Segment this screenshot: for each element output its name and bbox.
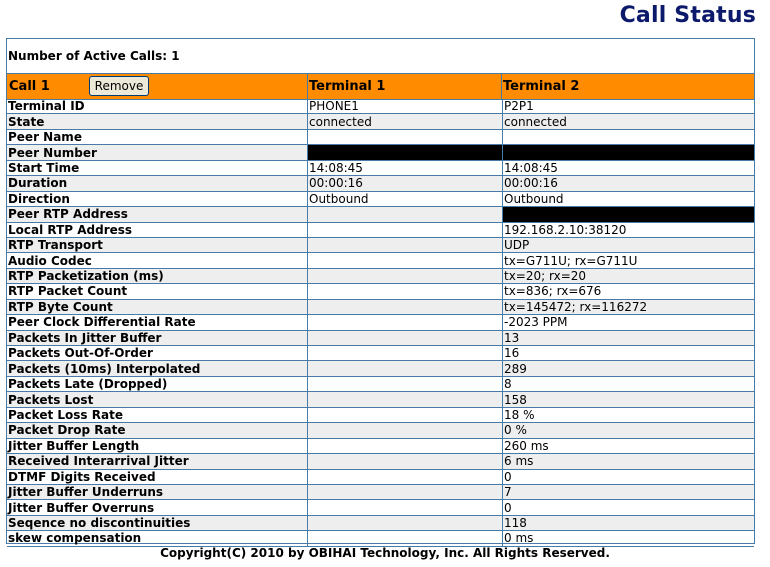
terminal2-value: 0 — [503, 469, 755, 484]
row-label: Start Time — [7, 160, 308, 175]
table-row — [7, 114, 754, 129]
terminal1-value: Outbound — [308, 191, 503, 206]
terminal2-value: tx=G711U; rx=G711U — [503, 253, 755, 268]
terminal1-value — [308, 392, 503, 407]
table-row — [7, 469, 754, 484]
row-label: RTP Byte Count — [7, 299, 308, 314]
terminal2-value — [503, 129, 755, 144]
row-label: Packet Loss Rate — [7, 407, 308, 422]
terminal2-value: tx=145472; rx=116272 — [503, 299, 755, 314]
table-row — [7, 99, 754, 114]
terminal2-value: tx=20; rx=20 — [503, 268, 755, 283]
table-row — [7, 268, 754, 283]
terminal2-value: 158 — [503, 392, 755, 407]
table-row — [7, 423, 754, 438]
terminal2-value: 8 — [503, 376, 755, 391]
table-row — [7, 515, 754, 530]
redacted-value — [503, 145, 755, 160]
terminal1-value — [308, 237, 503, 252]
terminal2-value: 0 % — [503, 423, 755, 438]
terminal2-value: UDP — [503, 237, 755, 252]
terminal2-value: 18 % — [503, 407, 755, 422]
terminal1-value: 14:08:45 — [308, 160, 503, 175]
table-row — [7, 361, 754, 376]
remove-call-button[interactable]: Remove — [89, 76, 149, 96]
table-row — [7, 531, 754, 546]
terminal2-value: 0 — [503, 500, 755, 515]
call-header-row — [7, 73, 754, 100]
terminal1-value — [308, 222, 503, 237]
row-label: Peer RTP Address — [7, 207, 308, 222]
row-label: Packets Lost — [7, 392, 308, 407]
terminal2-value: 13 — [503, 330, 755, 345]
terminal1-value — [308, 423, 503, 438]
row-label: Direction — [7, 191, 308, 206]
terminal2-value: 16 — [503, 346, 755, 361]
terminal2-value: tx=836; rx=676 — [503, 284, 755, 299]
terminal1-value — [308, 284, 503, 299]
row-label: Received Interarrival Jitter — [7, 454, 308, 469]
terminal1-value — [308, 361, 503, 376]
redacted-value — [503, 207, 755, 222]
row-label: RTP Packet Count — [7, 284, 308, 299]
terminal2-value: P2P1 — [503, 99, 755, 114]
row-label: Packets (10ms) Interpolated — [7, 361, 308, 376]
table-row — [7, 129, 754, 144]
terminal1-value — [308, 407, 503, 422]
terminal1-value: connected — [308, 114, 503, 129]
terminal1-value — [308, 438, 503, 453]
terminal1-value — [308, 500, 503, 515]
table-row — [7, 454, 754, 469]
terminal2-header: Terminal 2 — [501, 74, 755, 99]
row-label: Seqence no discontinuities — [7, 515, 308, 530]
terminal1-value — [308, 253, 503, 268]
row-label: Duration — [7, 176, 308, 191]
table-row — [7, 284, 754, 299]
row-label: Packet Drop Rate — [7, 423, 308, 438]
terminal2-value: 7 — [503, 484, 755, 499]
row-label: Local RTP Address — [7, 222, 308, 237]
terminal2-value: connected — [503, 114, 755, 129]
terminal1-value — [308, 454, 503, 469]
row-label: Jitter Buffer Overruns — [7, 500, 308, 515]
terminal1-value — [308, 469, 503, 484]
table-row — [7, 438, 754, 453]
terminal2-value: 192.168.2.10:38120 — [503, 222, 755, 237]
table-row — [7, 253, 754, 268]
redacted-value — [308, 145, 503, 160]
table-row — [7, 160, 754, 175]
terminal1-value: PHONE1 — [308, 99, 503, 114]
terminal2-value: 0 ms — [503, 531, 755, 546]
table-row — [7, 237, 754, 252]
table-row — [7, 191, 754, 206]
terminal1-value — [308, 268, 503, 283]
table-row — [7, 500, 754, 515]
table-row — [7, 346, 754, 361]
terminal1-value — [308, 315, 503, 330]
terminal2-value: Outbound — [503, 191, 755, 206]
row-label: Packets Late (Dropped) — [7, 376, 308, 391]
terminal1-value — [308, 330, 503, 345]
table-row — [7, 376, 754, 391]
row-label: Jitter Buffer Length — [7, 438, 308, 453]
terminal2-value: 260 ms — [503, 438, 755, 453]
terminal2-value: 14:08:45 — [503, 160, 755, 175]
terminal1-header: Terminal 1 — [307, 74, 502, 99]
terminal1-value — [308, 484, 503, 499]
terminal1-value — [308, 299, 503, 314]
terminal1-value — [308, 129, 503, 144]
terminal2-value: 6 ms — [503, 454, 755, 469]
table-row — [7, 207, 754, 222]
table-row — [7, 145, 754, 160]
terminal1-value: 00:00:16 — [308, 176, 503, 191]
row-label: Terminal ID — [7, 99, 308, 114]
call-status-panel — [6, 38, 755, 544]
row-label: RTP Transport — [7, 237, 308, 252]
terminal1-value — [308, 207, 503, 222]
row-label: State — [7, 114, 308, 129]
row-label: Packets In Jitter Buffer — [7, 330, 308, 345]
terminal1-value — [308, 515, 503, 530]
terminal2-value: 289 — [503, 361, 755, 376]
table-row — [7, 392, 754, 407]
table-row — [7, 299, 754, 314]
table-row — [7, 484, 754, 499]
row-label: Peer Number — [7, 145, 308, 160]
page-title: Call Status — [619, 3, 756, 28]
row-label: DTMF Digits Received — [7, 469, 308, 484]
row-label: skew compensation — [7, 531, 308, 546]
table-row — [7, 407, 754, 422]
terminal2-value: 00:00:16 — [503, 176, 755, 191]
terminal1-value — [308, 346, 503, 361]
call-status-table — [7, 99, 754, 547]
table-row — [7, 222, 754, 237]
table-row — [7, 330, 754, 345]
row-label: Peer Clock Differential Rate — [7, 315, 308, 330]
row-label: Packets Out-Of-Order — [7, 346, 308, 361]
active-calls-count: Number of Active Calls: 1 — [8, 49, 180, 63]
row-label: Audio Codec — [7, 253, 308, 268]
terminal1-value — [308, 531, 503, 546]
table-row — [7, 315, 754, 330]
row-label: RTP Packetization (ms) — [7, 268, 308, 283]
terminal2-value: 118 — [503, 515, 755, 530]
terminal2-value: -2023 PPM — [503, 315, 755, 330]
terminal1-value — [308, 376, 503, 391]
call-label: Call 1 — [9, 79, 50, 94]
table-row — [7, 176, 754, 191]
copyright-footer: Copyright(C) 2010 by OBIHAI Technology, Inc. All Rights Reserved. — [160, 546, 610, 560]
row-label: Peer Name — [7, 129, 308, 144]
row-label: Jitter Buffer Underruns — [7, 484, 308, 499]
